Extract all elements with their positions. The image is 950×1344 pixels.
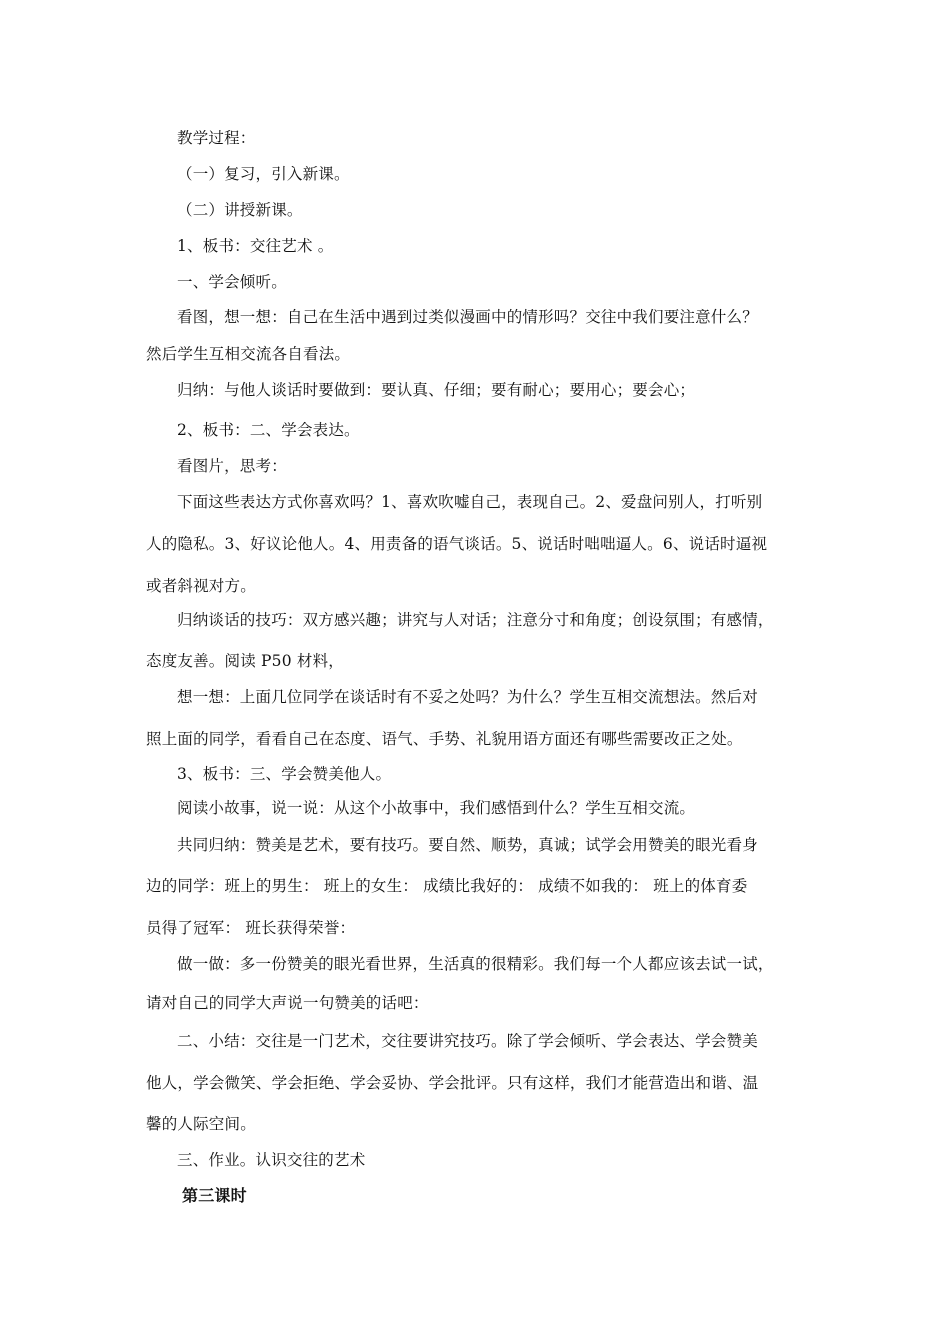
text-line-26: 他人，学会微笑、学会拒绝、学会妥协、学会批评。只有这样，我们才能营造出和谐、温 — [146, 1074, 759, 1092]
text-line-14: 归纳谈话的技巧：双方感兴趣；讲究与人对话；注意分寸和角度；创设氛围；有感情， — [177, 611, 774, 629]
text-line-11: 下面这些表达方式你喜欢吗？1、喜欢吹嘘自己，表现自己。2、爱盘问别人，打听别 — [177, 493, 763, 511]
text-line-20: 共同归纳：赞美是艺术，要有技巧。要自然、顺势，真诚；试学会用赞美的眼光看身 — [177, 836, 758, 854]
text-line-5: 一、学会倾听。 — [177, 273, 287, 291]
text-line-10: 看图片，思考： — [177, 457, 287, 475]
text-line-16: 想一想：上面几位同学在谈话时有不妥之处吗？为什么？学生互相交流想法。然后对 — [177, 688, 758, 706]
text-line-8: 归纳：与他人谈话时要做到：要认真、仔细；要有耐心；要用心；要会心； — [177, 381, 696, 399]
text-line-19: 阅读小故事，说一说：从这个小故事中，我们感悟到什么？学生互相交流。 — [177, 799, 696, 817]
text-line-1: 教学过程： — [177, 129, 256, 147]
text-line-23: 做一做：多一份赞美的眼光看世界，生活真的很精彩。我们每一个人都应该去试一试， — [177, 955, 774, 973]
text-line-13: 或者斜视对方。 — [146, 577, 256, 595]
section-heading: 第三课时 — [182, 1186, 247, 1205]
text-line-22: 员得了冠军： 班长获得荣誉： — [146, 919, 356, 937]
text-line-24: 请对自己的同学大声说一句赞美的话吧： — [146, 994, 429, 1012]
text-line-28: 三、作业。认识交往的艺术 — [177, 1151, 366, 1169]
text-line-21: 边的同学：班上的男生： 班上的女生： 成绩比我好的： 成绩不如我的： 班上的体育委 — [146, 877, 748, 895]
text-line-3: （二）讲授新课。 — [177, 201, 303, 219]
text-line-4: 1、板书：交往艺术 。 — [177, 237, 334, 255]
text-line-18: 3、板书：三、学会赞美他人。 — [177, 765, 392, 783]
text-line-2: （一）复习，引入新课。 — [177, 165, 350, 183]
text-line-12: 人的隐私。3、好议论他人。4、用责备的语气谈话。5、说话时咄咄逼人。6、说话时逼视 — [146, 535, 768, 553]
text-line-6: 看图，想一想：自己在生活中遇到过类似漫画中的情形吗？交往中我们要注意什么？ — [177, 308, 758, 326]
text-line-27: 馨的人际空间。 — [146, 1115, 256, 1133]
text-line-17: 照上面的同学，看看自己在态度、语气、手势、礼貌用语方面还有哪些需要改正之处。 — [146, 730, 743, 748]
text-line-15: 态度友善。阅读 P50 材料， — [146, 652, 345, 670]
text-line-7: 然后学生互相交流各自看法。 — [146, 345, 351, 363]
text-line-25: 二、小结：交往是一门艺术，交往要讲究技巧。除了学会倾听、学会表达、学会赞美 — [177, 1032, 758, 1050]
text-line-9: 2、板书：二、学会表达。 — [177, 421, 360, 439]
